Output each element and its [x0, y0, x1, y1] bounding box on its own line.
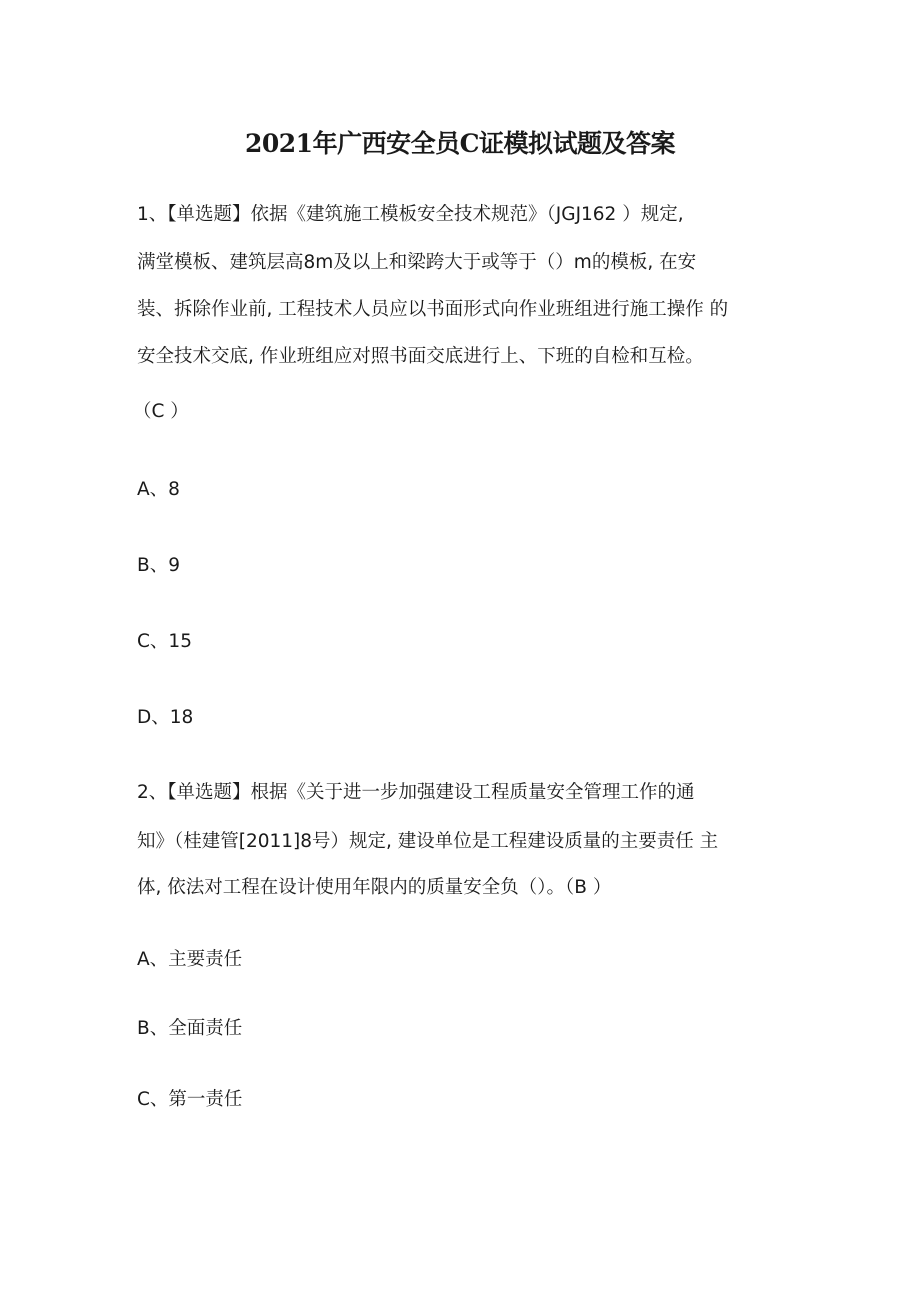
question-text-line: 2、【单选题】根据《关于进一步加强建设工程质量安全管理工作的通 [137, 782, 695, 803]
option-b: B、9 [137, 555, 180, 576]
document-title: 2021年广西安全员C证模拟试题及答案 [245, 129, 675, 158]
question-answer: （C ） [133, 401, 189, 422]
question-text-line: 装、拆除作业前, 工程技术人员应以书面形式向作业班组进行施工操作 的 [137, 299, 729, 320]
option-a: A、8 [137, 479, 180, 500]
question-text-line: 1、【单选题】依据《建筑施工模板安全技术规范》（JGJ162 ）规定, [137, 204, 684, 225]
question-text-line: 体, 依法对工程在设计使用年限内的质量安全负（）。（B ） [137, 877, 612, 898]
option-c: C、15 [137, 631, 192, 652]
option-a: A、主要责任 [137, 949, 243, 970]
option-b: B、全面责任 [137, 1018, 243, 1039]
question-text-line: 知》（桂建管[2011]8号）规定, 建设单位是工程建设质量的主要责任 主 [137, 831, 719, 852]
question-text-line: 安全技术交底, 作业班组应对照书面交底进行上、下班的自检和互检。 [137, 346, 704, 367]
question-text-line: 满堂模板、建筑层高8m及以上和梁跨大于或等于（）m的模板, 在安 [137, 252, 697, 273]
option-d: D、18 [137, 707, 194, 728]
option-c: C、第一责任 [137, 1089, 243, 1110]
